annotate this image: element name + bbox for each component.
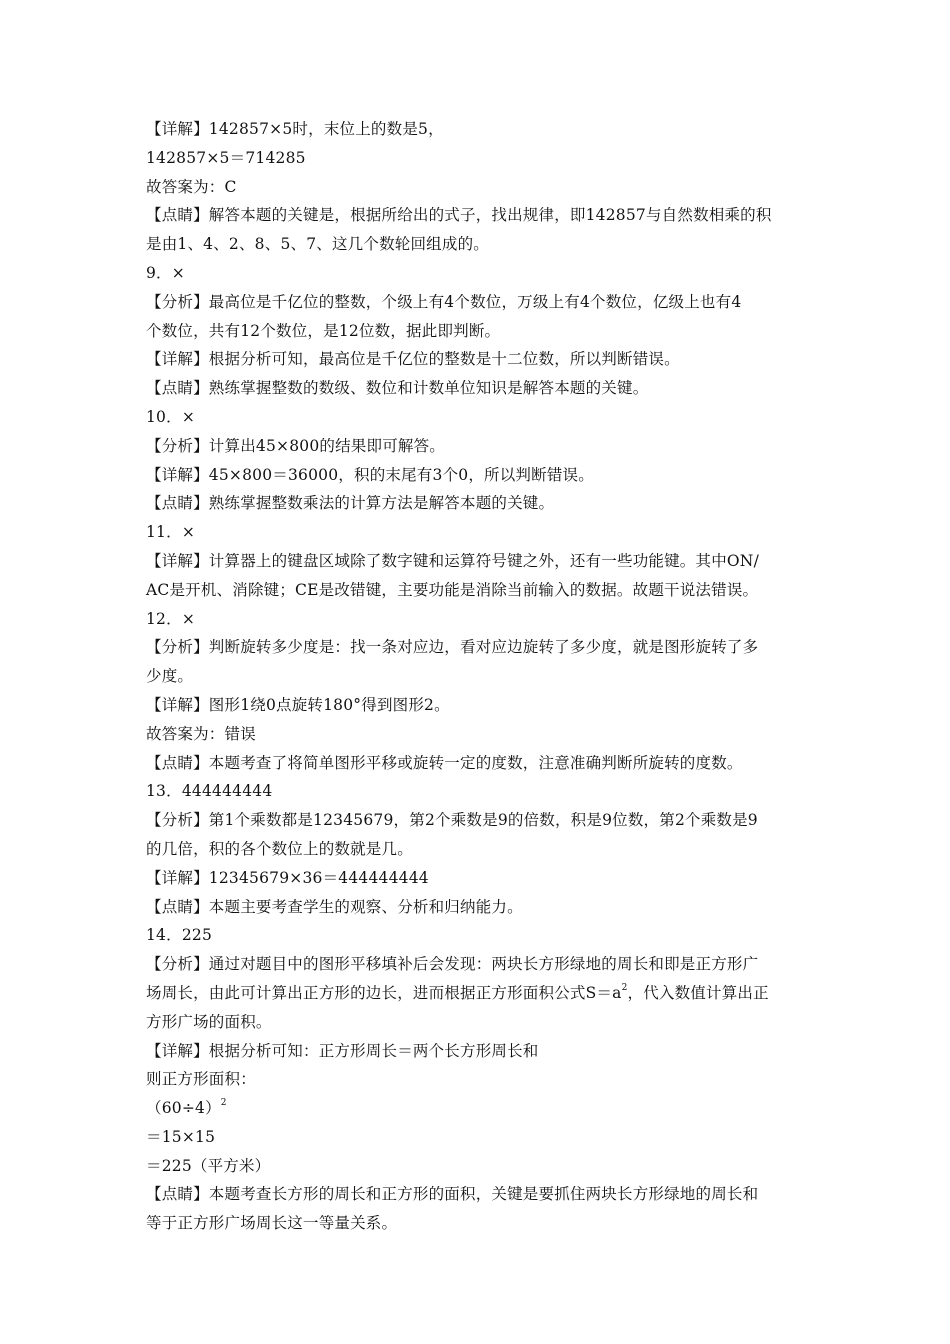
question-10-answer: 10．× xyxy=(146,407,196,426)
square-exponent: 2 xyxy=(220,1097,227,1108)
calculation-line xyxy=(146,1094,816,1123)
text-line: 【详解】图形1绕0点旋转180°得到图形2。 xyxy=(146,695,450,714)
text-line: 【详解】45×800＝36000，积的末尾有3个0，所以判断错误。 xyxy=(146,465,594,484)
question-11-answer: 11．× xyxy=(146,523,196,542)
formula-exponent: 2 xyxy=(621,982,628,993)
text-line: 的几倍，积的各个数位上的数就是几。 xyxy=(146,839,413,858)
text-line: 是由1、4、2、8、5、7、这几个数轮回组成的。 xyxy=(146,235,489,254)
question-12-answer: 12．× xyxy=(146,609,196,628)
text-line: 【分析】计算出45×800的结果即可解答。 xyxy=(146,436,445,455)
text-line: 【点睛】本题主要考查学生的观察、分析和归纳能力。 xyxy=(146,897,523,916)
text-line: 【分析】通过对题目中的图形平移填补后会发现：两块长方形绿地的周长和即是正方形广 xyxy=(146,955,759,974)
text-line: 142857×5＝714285 xyxy=(146,148,306,167)
formula-text-tail: ，代入数值计算出正 xyxy=(627,983,769,1002)
text-line: 【详解】根据分析可知，最高位是千亿位的整数是十二位数，所以判断错误。 xyxy=(146,350,680,369)
formula-text: 场周长，由此可计算出正方形的边长，进而根据正方形面积公式S＝a xyxy=(146,983,622,1002)
text-line: 【点睛】熟练掌握整数乘法的计算方法是解答本题的关键。 xyxy=(146,494,555,513)
text-line: 少度。 xyxy=(146,667,194,686)
question-9-answer: 9．× xyxy=(146,263,185,282)
calculation-text: （60÷4） xyxy=(146,1099,221,1118)
text-line: 方形广场的面积。 xyxy=(146,1012,272,1031)
text-line: 个数位，共有12个数位，是12位数，据此即判断。 xyxy=(146,321,501,340)
calculation-line: ＝15×15 xyxy=(146,1127,216,1146)
text-line: 【分析】最高位是千亿位的整数，个级上有4个数位，万级上有4个数位，亿级上也有4 xyxy=(146,292,742,311)
text-line: 【点睛】本题考查长方形的周长和正方形的面积，关键是要抓住两块长方形绿地的周长和 xyxy=(146,1185,759,1204)
question-13-answer: 13．444444444 xyxy=(146,782,273,801)
text-line: 【分析】第1个乘数都是12345679，第2个乘数是9的倍数，积是9位数，第2个乘数是9 xyxy=(146,811,758,830)
text-line: 【分析】判断旋转多少度是：找一条对应边，看对应边旋转了多少度，就是图形旋转了多 xyxy=(146,638,759,657)
text-line-with-formula xyxy=(146,979,816,1008)
question-14-answer: 14．225 xyxy=(146,926,213,945)
text-line: AC是开机、消除键；CE是改错键，主要功能是消除当前输入的数据。故题干说法错误。 xyxy=(146,580,759,599)
text-line: 【详解】根据分析可知：正方形周长＝两个长方形周长和 xyxy=(146,1041,539,1060)
text-line: 故答案为：错误 xyxy=(146,724,256,743)
text-line: 【点睛】熟练掌握整数的数级、数位和计数单位知识是解答本题的关键。 xyxy=(146,379,649,398)
text-line: 等于正方形广场周长这一等量关系。 xyxy=(146,1214,398,1233)
text-line: 故答案为：C xyxy=(146,177,237,196)
text-line: 【详解】12345679×36＝444444444 xyxy=(146,868,429,887)
answer-explanations xyxy=(146,115,816,1238)
text-line: 【详解】142857×5时，末位上的数是5， xyxy=(146,120,444,138)
text-line: 【点睛】本题考查了将简单图形平移或旋转一定的度数，注意准确判断所旋转的度数。 xyxy=(146,753,743,772)
text-line: 则正方形面积： xyxy=(146,1070,256,1089)
text-line: 【详解】计算器上的键盘区域除了数字键和运算符号键之外，还有一些功能键。其中ON/ xyxy=(146,551,759,570)
calculation-line: ＝225（平方米） xyxy=(146,1156,271,1175)
text-line: 【点睛】解答本题的关键是，根据所给出的式子，找出规律，即142857与自然数相乘的积 xyxy=(146,206,772,225)
